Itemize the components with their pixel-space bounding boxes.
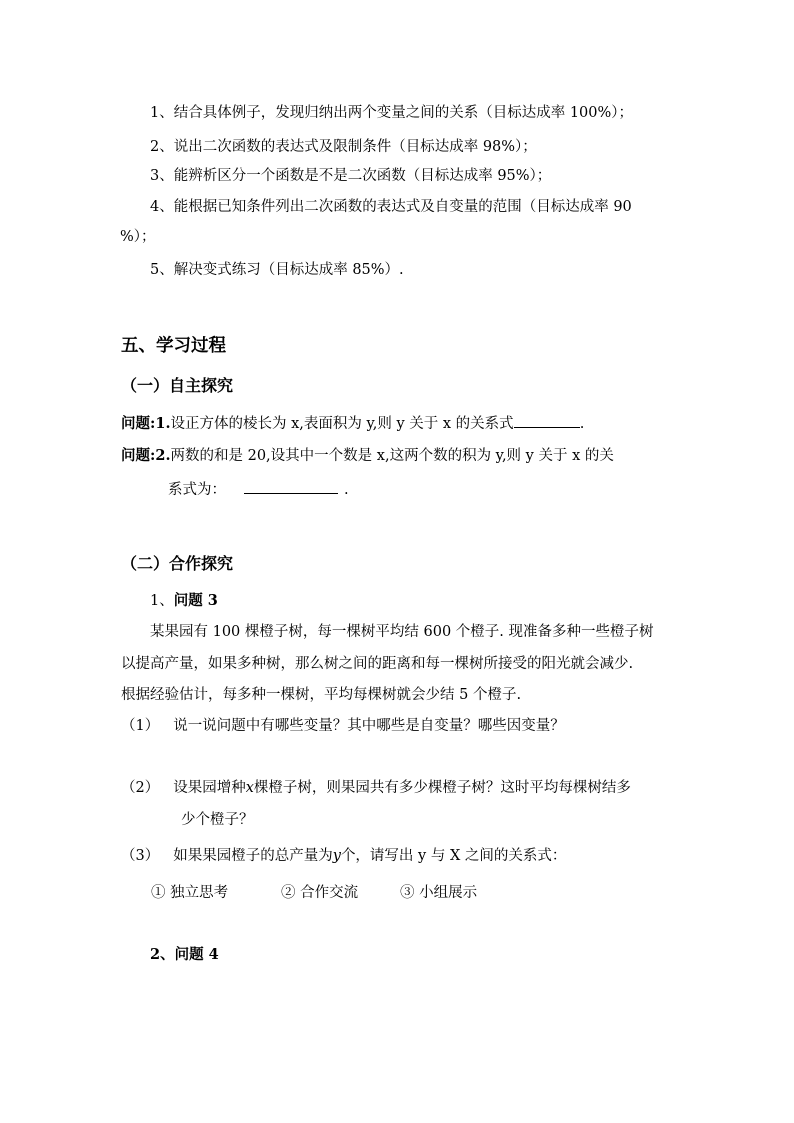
problem-4-number: 2、: [150, 946, 175, 963]
sub-question-3-text: 个，请写出 y 与 X 之间的关系式：: [340, 848, 567, 864]
question-2-cont-text: 系式为：: [168, 482, 226, 498]
problem-4-heading: [150, 945, 219, 965]
question-2: [121, 446, 614, 466]
sub-question-3-var: y: [332, 848, 341, 864]
subsection-title-1: （一）自主探究: [121, 376, 234, 395]
sub-question-2: [121, 778, 631, 798]
question-2-end: .: [344, 482, 349, 498]
sub-question-1-number: （1）: [121, 718, 160, 734]
sub-question-3-number: （3）: [121, 848, 160, 864]
problem-3-number: 1、: [150, 593, 174, 609]
objective-3: 3、能辨析区分一个函数是不是二次函数（目标达成率 95%）；: [150, 168, 552, 184]
sub-question-1-text: 说一说问题中有哪些变量？其中哪些是自变量？哪些因变量？: [173, 718, 565, 734]
objective-1: 1、结合具体例子，发现归纳出两个变量之间的关系（目标达成率 100%）；: [150, 105, 634, 121]
question-2-text: 两数的和是 20,设其中一个数是 x,这两个数的积为 y,则 y 关于 x 的关: [170, 448, 614, 464]
sub-question-3: [121, 846, 566, 866]
question-1-label: 问题:1.: [121, 415, 171, 432]
problem-3-para-line-3: 根据经验估计，每多种一棵树，平均每棵树就会少结 5 个橙子.: [121, 687, 522, 703]
question-1-end: .: [579, 416, 585, 432]
subsection-title-2: （二）合作探究: [121, 554, 234, 573]
sub-question-2-text: 棵橙子树，则果园共有多少棵橙子树？这时平均每棵树结多: [253, 780, 631, 796]
answer-blank-1: [514, 413, 580, 428]
problem-3-para-line-2: 以提高产量，如果多种树，那么树之间的距离和每一棵树所接受的阳光就会减少.: [121, 656, 634, 672]
problem-3-heading: [150, 591, 218, 611]
problem-3-para-line-1: 某果园有 100 棵橙子树，每一棵树平均结 600 个橙子. 现准备多种一些橙子树: [150, 624, 654, 640]
objective-4-continued: %）；: [120, 229, 156, 245]
question-1-text: 设正方体的棱长为 x,表面积为 y,则 y 关于 x 的关系式: [170, 416, 514, 432]
problem-4-title: 问题 4: [174, 946, 219, 963]
sub-question-1: [121, 716, 565, 736]
objective-4: 4、能根据已知条件列出二次函数的表达式及自变量的范围（目标达成率 90: [150, 199, 632, 215]
question-2-label: 问题:2.: [121, 447, 171, 464]
question-1: [121, 413, 584, 434]
objective-2: 2、说出二次函数的表达式及限制条件（目标达成率 98%）；: [150, 139, 537, 155]
sub-question-3-pre: 如果果园橙子的总产量为: [173, 848, 333, 864]
sub-question-2-pre: 设果园增种: [173, 780, 246, 796]
activity-step-1: ① 独立思考: [151, 885, 229, 901]
problem-3-title: 问题 3: [173, 592, 218, 609]
section-title: 五、学习过程: [121, 336, 226, 356]
activity-step-3: ③ 小组展示: [400, 885, 478, 901]
answer-blank-2: [244, 479, 338, 494]
question-2-continued: [168, 479, 349, 500]
sub-question-2-var: x: [245, 780, 254, 796]
sub-question-2-number: （2）: [121, 780, 160, 796]
activity-step-2: ② 合作交流: [281, 885, 359, 901]
sub-question-2-continued: 少个橙子？: [181, 812, 254, 828]
objective-5: 5、解决变式练习（目标达成率 85%）.: [150, 262, 404, 278]
